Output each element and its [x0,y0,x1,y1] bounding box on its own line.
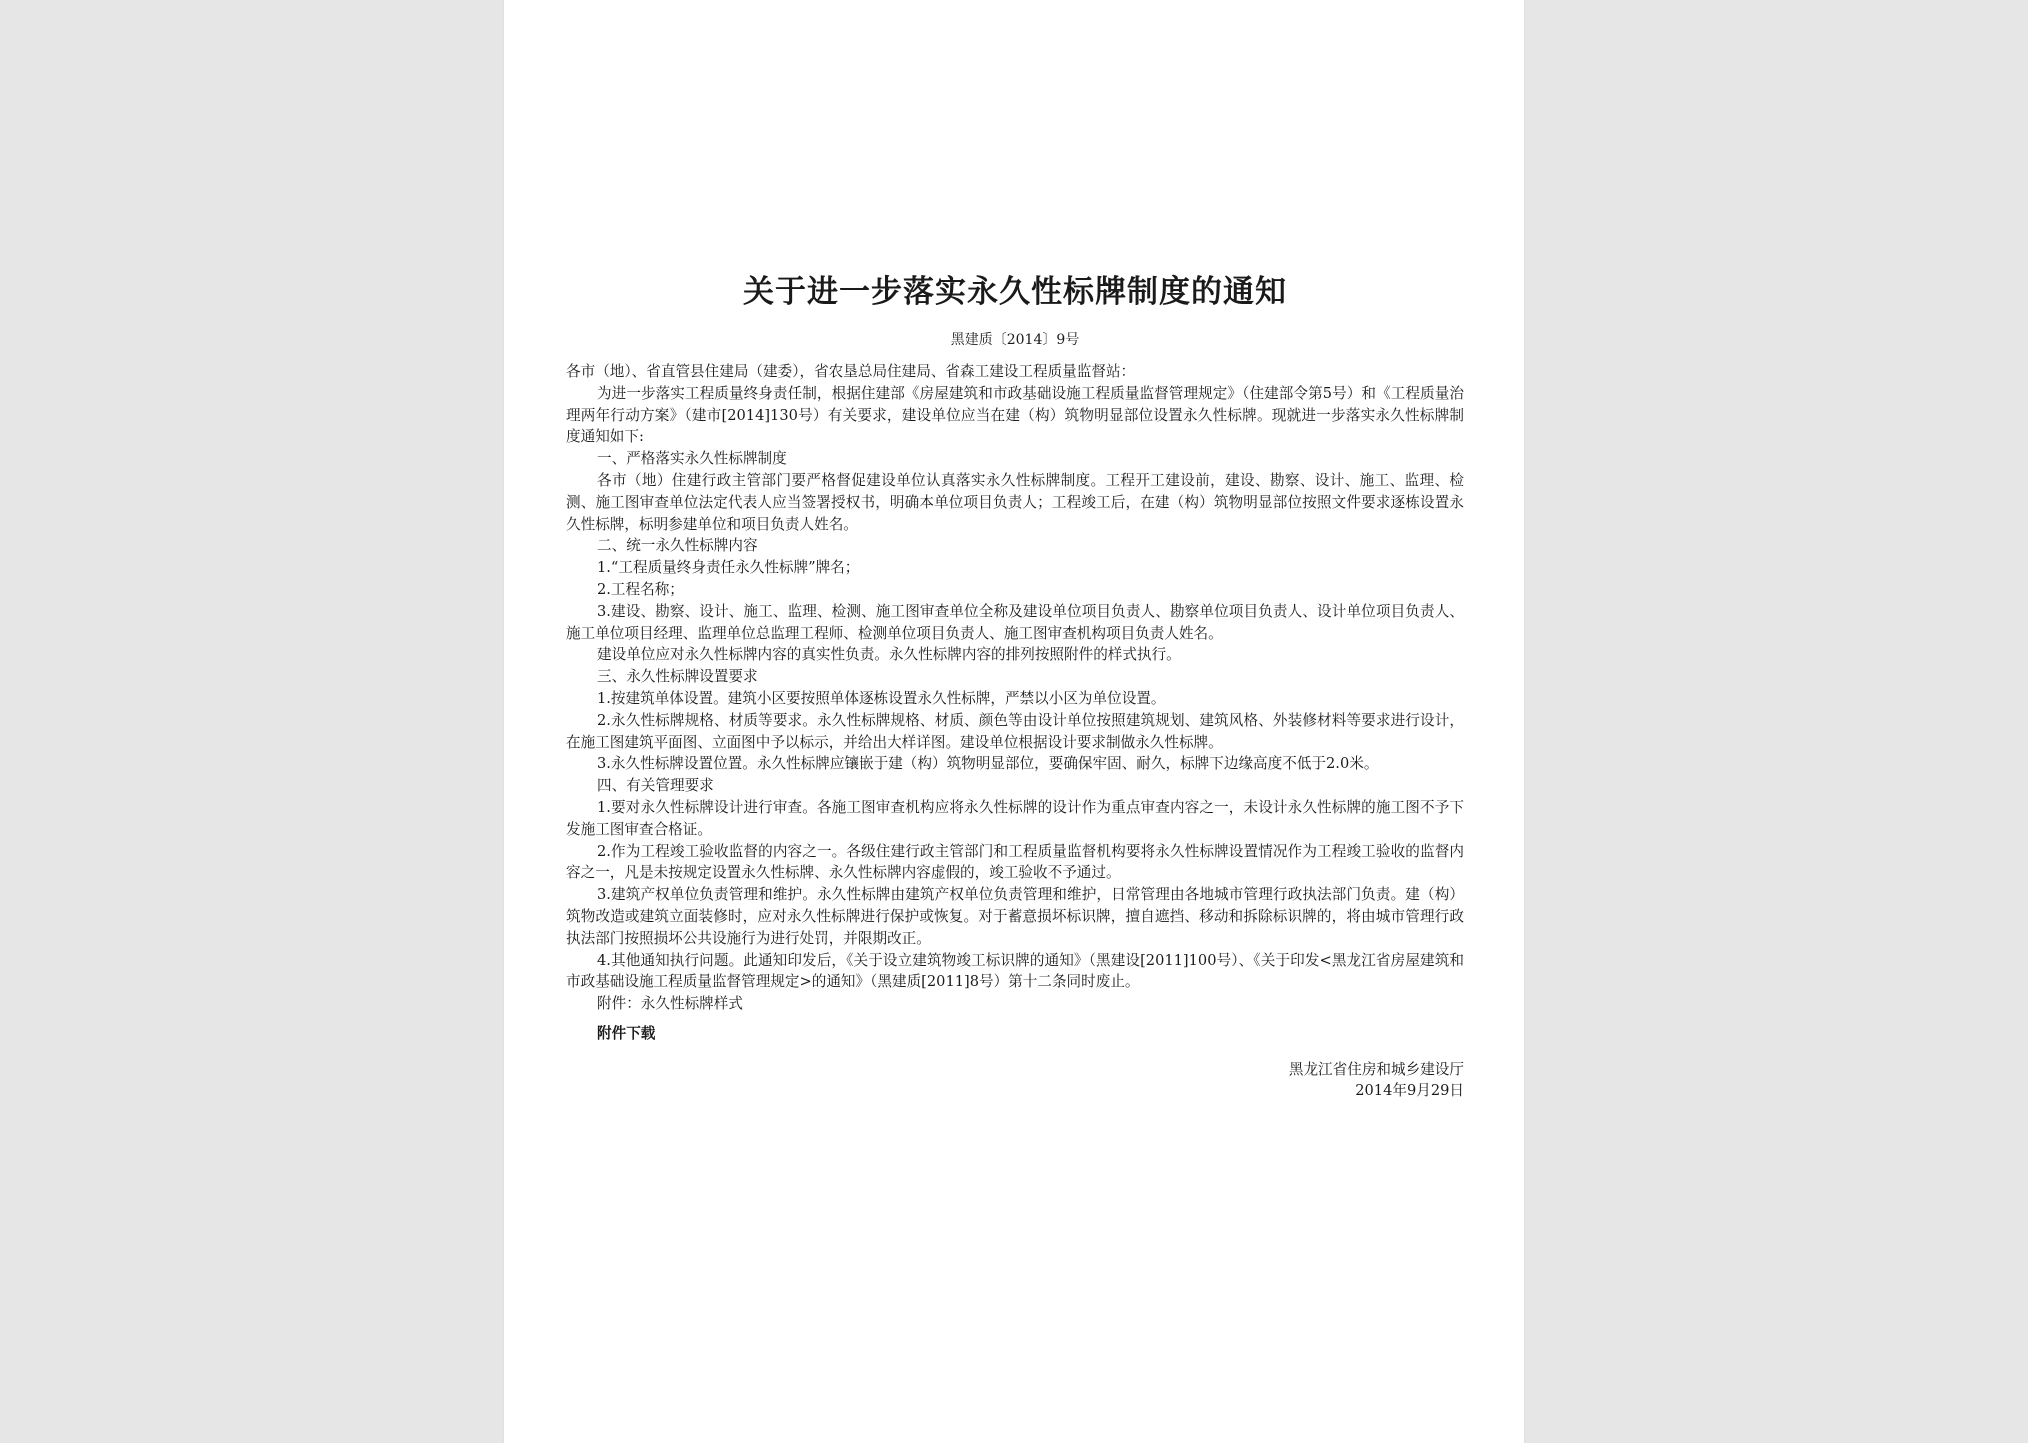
section-heading: 一、严格落实永久性标牌制度 [597,450,787,468]
section-paragraph: 1.按建筑单体设置。建筑小区要按照单体逐栋设置永久性标牌，严禁以小区为单位设置。 [597,689,1166,707]
issue-date: 2014年9月29日 [1355,1081,1464,1099]
salutation: 各市（地）、省直管县住建局（建委），省农垦总局住建局、省森工建设工程质量监督站： [566,363,1136,380]
document-page [504,0,1524,1443]
section-heading: 四、有关管理要求 [597,777,714,795]
section-paragraph: 3.建筑产权单位负责管理和维护。永久性标牌由建筑产权单位负责管理和维护，日常管理由各地城市管理行政执法部门负责。建（构）筑物改造或建筑立面装修时，应对永久性标牌进行保护或恢复。对于蓄意损坏标识牌，擅自遮挡、移动和拆除标识牌的，将由城市管理行政执法部门按照损坏公共设施行为进行处罚，并限期改正。 [566,886,1464,947]
intro-paragraph: 为进一步落实工程质量终身责任制，根据住建部《房屋建筑和市政基础设施工程质量监督管理规定》（住建部令第5号）和《工程质量治理两年行动方案》（建市[2014]130号）有关要求，建设单位应当在建（构）筑物明显部位设置永久性标牌。现就进一步落实永久性标牌制度通知如下: [566,384,1464,446]
document-number: 黑建质〔2014〕9号 [950,332,1080,348]
section-paragraph: 1.要对永久性标牌设计进行审查。各施工图审查机构应将永久性标牌的设计作为重点审查内容之一，未设计永久性标牌的施工图不予下发施工图审查合格证。 [566,798,1464,838]
attachment-note: 附件：永久性标牌样式 [597,995,743,1013]
section-paragraph: 2.永久性标牌规格、材质等要求。永久性标牌规格、材质、颜色等由设计单位按照建筑规划、建筑风格、外装修材料等要求进行设计，在施工图建筑平面图、立面图中予以标示，并给出大样详图。建设单位根据设计要求制做永久性标牌。 [566,711,1464,751]
document-title: 关于进一步落实永久性标牌制度的通知 [743,274,1287,310]
section-paragraph: 4.其他通知执行问题。此通知印发后，《关于设立建筑物竣工标识牌的通知》（黑建设[2011]100号）、《关于印发<黑龙江省房屋建筑和市政基础设施工程质量监督管理规定>的通知》（黑建质[2011]8号）第十二条同时废止。 [566,951,1464,991]
section-paragraph: 3.建设、勘察、设计、施工、监理、检测、施工图审查单位全称及建设单位项目负责人、勘察单位项目负责人、设计单位项目负责人、施工单位项目经理、监理单位总监理工程师、检测单位项目负责人、施工图审查机构项目负责人姓名。 [566,602,1464,642]
section-paragraph: 建设单位应对永久性标牌内容的真实性负责。永久性标牌内容的排列按照附件的样式执行。 [597,646,1181,664]
section-heading: 二、统一永久性标牌内容 [597,537,758,555]
section-paragraph: 1.“工程质量终身责任永久性标牌”牌名； [597,559,860,577]
issuer: 黑龙江省住房和城乡建设厅 [1288,1060,1464,1078]
section-paragraph: 2.工程名称； [597,580,684,598]
document-content [566,270,1464,1101]
section-paragraph: 各市（地）住建行政主管部门要严格督促建设单位认真落实永久性标牌制度。工程开工建设前，建设、勘察、设计、施工、监理、检测、施工图审查单位法定代表人应当签署授权书，明确本单位项目负责人；工程竣工后，在建（构）筑物明显部位按照文件要求逐栋设置永久性标牌，标明参建单位和项目负责人姓名。 [566,471,1464,533]
section-paragraph: 3.永久性标牌设置位置。永久性标牌应镶嵌于建（构）筑物明显部位，要确保牢固、耐久，标牌下边缘高度不低于2.0米。 [597,755,1379,773]
section-heading: 三、永久性标牌设置要求 [597,668,758,686]
attachment-download-link[interactable]: 附件下载 [597,1024,656,1042]
section-paragraph: 2.作为工程竣工验收监督的内容之一。各级住建行政主管部门和工程质量监督机构要将永久性标牌设置情况作为工程竣工验收的监督内容之一，凡是未按规定设置永久性标牌、永久性标牌内容虚假的，竣工验收不予通过。 [566,842,1464,882]
